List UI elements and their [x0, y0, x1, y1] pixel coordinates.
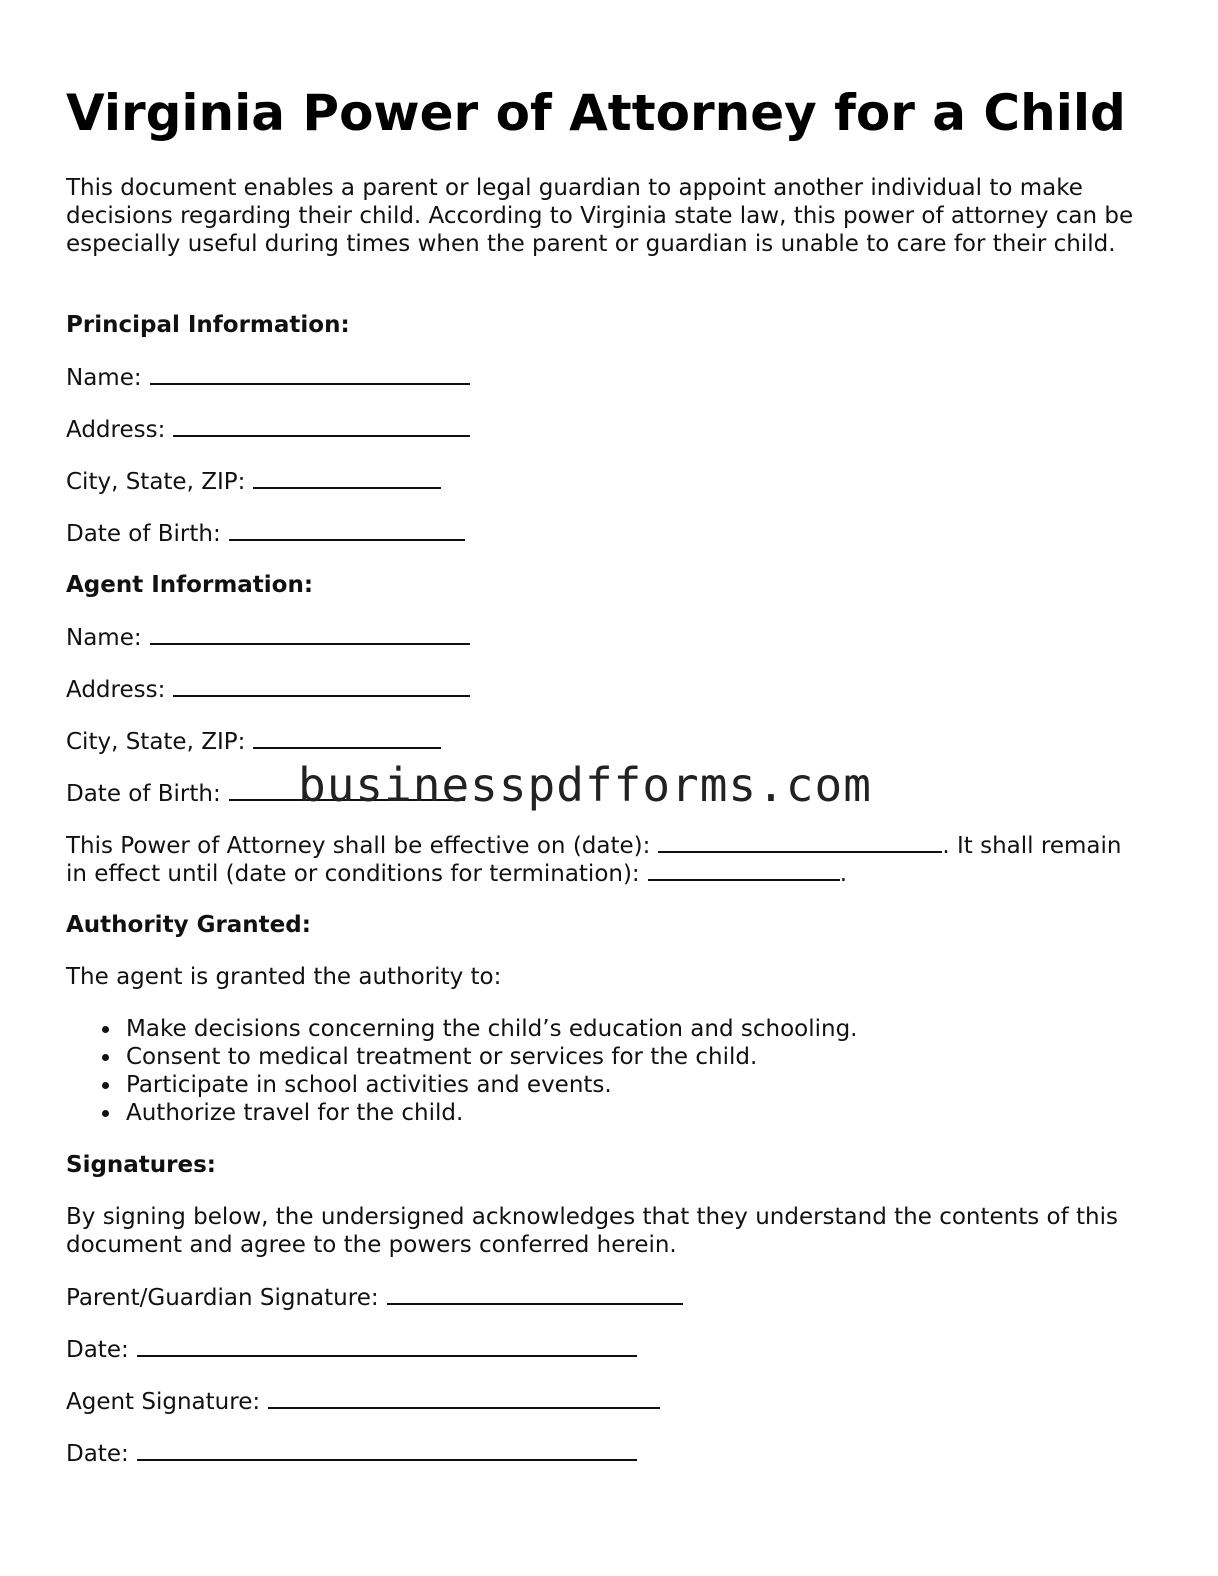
agent-date-label: Date:	[66, 1441, 129, 1467]
principal-city-row	[66, 467, 441, 496]
list-item-text: Make decisions concerning the child’s education and schooling.	[126, 1016, 858, 1042]
effective-text-3: in effect until (date or conditions for termination):	[66, 861, 640, 887]
list-item	[66, 1015, 858, 1043]
parent-signature-field[interactable]	[387, 1283, 683, 1305]
termination-field[interactable]	[648, 859, 840, 881]
agent-name-field[interactable]	[150, 623, 470, 645]
list-item-text: Consent to medical treatment or services for the child.	[126, 1044, 758, 1070]
list-item-text: Participate in school activities and events.	[126, 1072, 612, 1098]
parent-date-row	[66, 1335, 637, 1364]
principal-address-label: Address:	[66, 417, 166, 443]
authority-heading: Authority Granted:	[66, 912, 311, 938]
agent-address-field[interactable]	[173, 675, 470, 697]
effective-row-2	[66, 859, 847, 888]
list-item	[66, 1043, 858, 1071]
principal-dob-label: Date of Birth:	[66, 521, 221, 547]
principal-name-field[interactable]	[150, 363, 470, 385]
parent-signature-label: Parent/Guardian Signature:	[66, 1285, 379, 1311]
agent-city-label: City, State, ZIP:	[66, 729, 246, 755]
agent-date-field[interactable]	[137, 1439, 637, 1461]
agent-date-row	[66, 1439, 637, 1468]
agent-signature-label: Agent Signature:	[66, 1389, 261, 1415]
agent-signature-row	[66, 1387, 660, 1416]
bullet-icon	[102, 1026, 109, 1033]
agent-name-label: Name:	[66, 625, 142, 651]
bullet-icon	[102, 1110, 109, 1117]
authority-list	[66, 1015, 858, 1127]
effective-row-1	[66, 831, 1121, 860]
intro-paragraph: This document enables a parent or legal guardian to appoint another individual to make decisions regarding their child. According to Virginia state law, this power of attorney can be especially useful during times when the parent or guardian is unable to care for their child.	[66, 175, 1134, 257]
agent-heading: Agent Information:	[66, 572, 314, 598]
principal-city-label: City, State, ZIP:	[66, 469, 246, 495]
principal-dob-field[interactable]	[229, 519, 465, 541]
principal-dob-row	[66, 519, 465, 548]
agent-name-row	[66, 623, 470, 652]
agent-city-field[interactable]	[253, 727, 441, 749]
agent-signature-field[interactable]	[268, 1387, 660, 1409]
principal-address-field[interactable]	[173, 415, 470, 437]
principal-name-row	[66, 363, 470, 392]
parent-date-label: Date:	[66, 1337, 129, 1363]
signatures-text: By signing below, the undersigned acknowledges that they understand the contents of this document and agree to the powers conferred herein.	[66, 1204, 1118, 1258]
effective-text-1: This Power of Attorney shall be effective on (date):	[66, 833, 651, 859]
document-title: Virginia Power of Attorney for a Child	[66, 84, 1126, 142]
authority-intro: The agent is granted the authority to:	[66, 964, 502, 990]
list-item-text: Authorize travel for the child.	[126, 1100, 464, 1126]
effective-text-2: . It shall remain	[942, 833, 1122, 859]
effective-text-4: .	[839, 861, 847, 887]
parent-date-field[interactable]	[137, 1335, 637, 1357]
bullet-icon	[102, 1082, 109, 1089]
agent-dob-label: Date of Birth:	[66, 781, 221, 807]
list-item	[66, 1099, 858, 1127]
principal-address-row	[66, 415, 470, 444]
agent-address-row	[66, 675, 470, 704]
effective-date-field[interactable]	[658, 831, 942, 853]
principal-heading: Principal Information:	[66, 312, 350, 338]
watermark-text: businesspdfforms.com	[298, 758, 872, 812]
agent-city-row	[66, 727, 441, 756]
list-item	[66, 1071, 858, 1099]
principal-city-field[interactable]	[253, 467, 441, 489]
bullet-icon	[102, 1054, 109, 1061]
parent-signature-row	[66, 1283, 683, 1312]
principal-name-label: Name:	[66, 365, 142, 391]
agent-address-label: Address:	[66, 677, 166, 703]
signatures-heading: Signatures:	[66, 1152, 217, 1178]
